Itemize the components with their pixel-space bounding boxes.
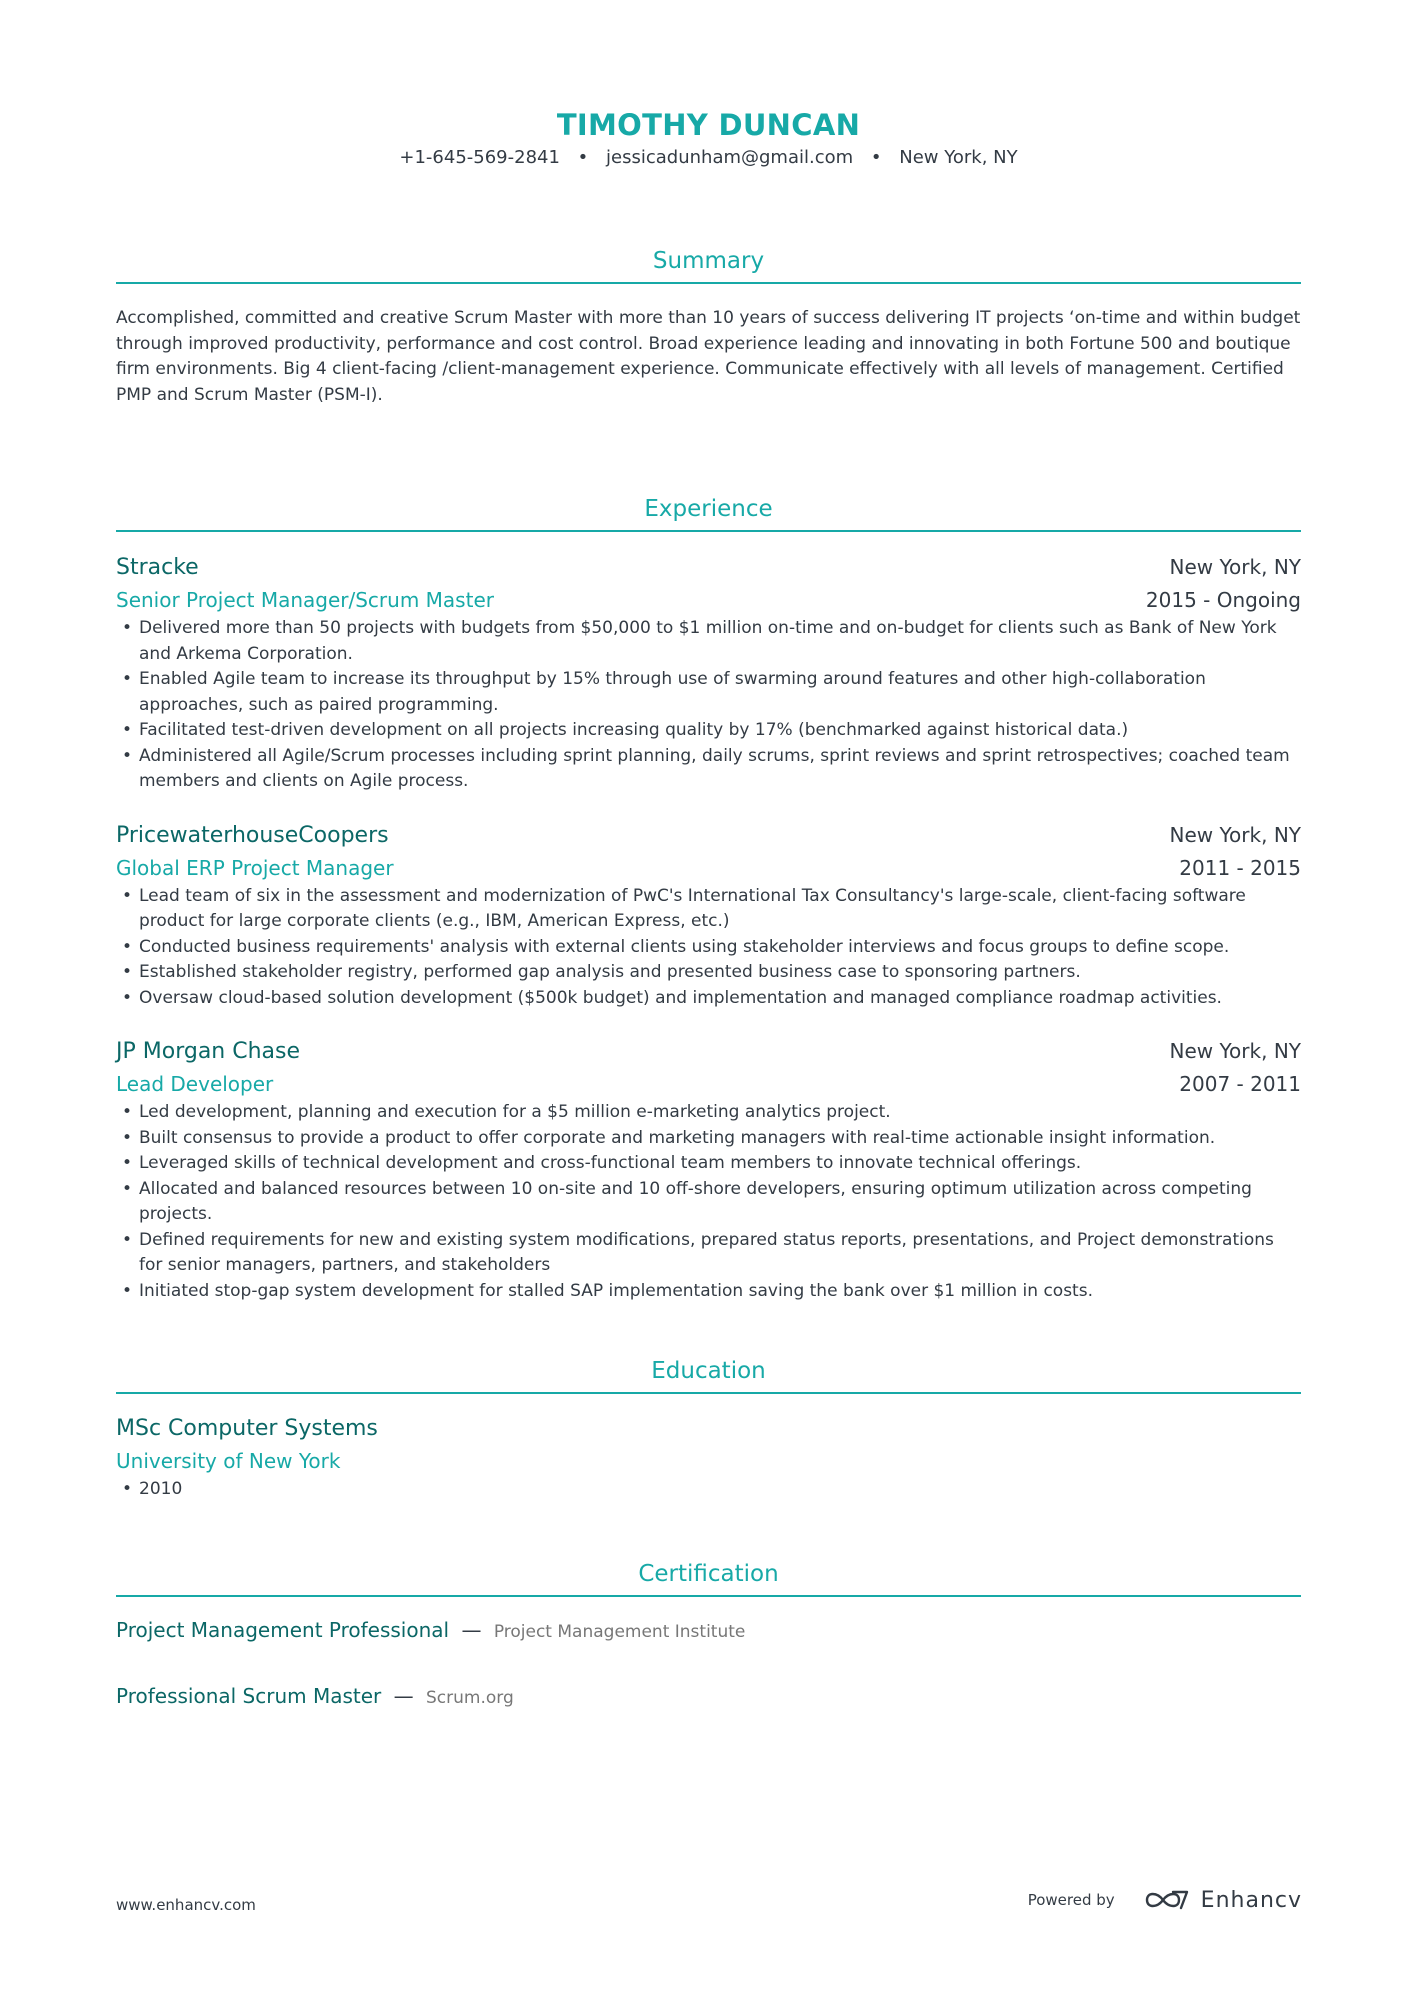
job-dates: 2007 - 2011: [1179, 1072, 1301, 1096]
footer-website[interactable]: www.enhancv.com: [116, 1896, 256, 1914]
location: New York, NY: [899, 147, 1018, 168]
certification-issuer: Project Management Institute: [493, 1621, 746, 1642]
degree-name: MSc Computer Systems: [116, 1416, 378, 1441]
summary-text: Accomplished, committed and creative Scrum Master with more than 10 years of success delivering IT projects ‘on-time and within budget through improved productivity, performance and cost control. Broad experience leading and innovating in both Fortune 500 and boutique firm environments. Big 4 client-facing /client-management experience. Communicate effectively with all levels of management. Certified PMP and Scrum Master (PSM-I).: [116, 308, 1301, 405]
job-title: Lead Developer: [116, 1072, 274, 1096]
bullet-item: • Lead team of six in the assessment and modernization of PwC's International Tax Consultancy's large-scale, client-facing software product for large corporate clients (e.g., IBM, American Express, etc.): [116, 884, 1301, 935]
job-location: New York, NY: [1169, 555, 1301, 579]
bullet-item: • Built consensus to provide a product to offer corporate and marketing managers with real-time actionable insight information.: [116, 1126, 1301, 1152]
graduation-year: • 2010: [116, 1477, 1301, 1503]
resume-page: [116, 0, 1301, 1714]
enhancv-logo-icon: [1143, 1886, 1191, 1914]
company-name: PricewaterhouseCoopers: [116, 822, 389, 848]
company-name: Stracke: [116, 555, 199, 580]
bullet-item: • Initiated stop-gap system development for stalled SAP implementation saving the bank over $1 million in costs.: [116, 1279, 1301, 1305]
candidate-name: TIMOTHY DUNCAN: [556, 108, 861, 142]
job-title: Senior Project Manager/Scrum Master: [116, 588, 494, 612]
resume-header: [116, 0, 1301, 170]
job-location: New York, NY: [1169, 1039, 1301, 1063]
email: jessicadunham@gmail.com: [606, 147, 854, 168]
certification-dash: —: [393, 1683, 414, 1708]
bullet-item: • Allocated and balanced resources between 10 on-site and 10 off-shore developers, ensuring optimum utilization across competing projects.: [116, 1177, 1301, 1228]
separator-dot: •: [577, 147, 589, 168]
separator-dot: •: [870, 147, 882, 168]
contact-line: [116, 146, 1301, 170]
section-divider: [116, 282, 1301, 284]
section-divider: [116, 530, 1301, 532]
section-title-certification: Certification: [638, 1560, 779, 1587]
school-name: University of New York: [116, 1449, 341, 1473]
job-location: New York, NY: [1169, 822, 1301, 847]
section-divider: [116, 1392, 1301, 1394]
certification-name: Project Management Professional: [116, 1617, 450, 1642]
bullet-item: • Facilitated test-driven development on all projects increasing quality by 17% (benchmarked against historical data.): [116, 718, 1301, 744]
certification-section: [116, 1559, 1301, 1714]
job-bullets: [116, 1100, 1301, 1304]
bullet-item: • Delivered more than 50 projects with budgets from $50,000 to $1 million on-time and on-budget for clients such as Bank of New York and Arkema Corporation.: [116, 616, 1301, 667]
bullet-item: • Enabled Agile team to increase its throughput by 15% through use of swarming around features and other high-collaboration approaches, such as paired programming.: [116, 667, 1301, 718]
job-dates: 2015 - Ongoing: [1145, 588, 1301, 612]
education-section: [116, 1356, 1301, 1503]
section-title-education: Education: [651, 1358, 766, 1384]
section-title-summary: Summary: [652, 248, 765, 274]
education-entry: [116, 1413, 1301, 1503]
job-title: Global ERP Project Manager: [116, 855, 394, 880]
certification-item: [116, 1680, 1301, 1714]
education-bullets: [116, 1477, 1301, 1503]
section-title-experience: Experience: [644, 496, 773, 522]
enhancv-wordmark: Enhancv: [1200, 1887, 1302, 1913]
certification-dash: —: [461, 1617, 482, 1642]
job-entry: [116, 819, 1301, 1012]
job-entry: [116, 551, 1301, 795]
footer-branding: [1028, 1886, 1302, 1914]
summary-section: [116, 246, 1301, 408]
section-divider: [116, 1595, 1301, 1597]
experience-section: [116, 494, 1301, 1304]
certification-issuer: Scrum.org: [426, 1687, 514, 1708]
bullet-item: • Defined requirements for new and existing system modifications, prepared status reports, presentations, and Project demonstrations for senior managers, partners, and stakeholders: [116, 1228, 1301, 1279]
job-bullets: [116, 616, 1301, 795]
bullet-item: • Led development, planning and execution for a $5 million e-marketing analytics project.: [116, 1100, 1301, 1126]
bullet-item: • Administered all Agile/Scrum processes including sprint planning, daily scrums, sprint reviews and sprint retrospectives; coached team members and clients on Agile process.: [116, 744, 1301, 795]
company-name: JP Morgan Chase: [116, 1039, 301, 1064]
powered-by-label: Powered by: [1027, 1891, 1115, 1909]
bullet-item: • Oversaw cloud-based solution development ($500k budget) and implementation and managed compliance roadmap activities.: [116, 986, 1301, 1012]
bullet-item: • Conducted business requirements' analysis with external clients using stakeholder interviews and focus groups to define scope.: [116, 935, 1301, 961]
job-entry: [116, 1035, 1301, 1304]
bullet-item: • Leveraged skills of technical development and cross-functional team members to innovate technical offerings.: [116, 1151, 1301, 1177]
bullet-item: • Established stakeholder registry, performed gap analysis and presented business case to sponsoring partners.: [116, 960, 1301, 986]
certification-name: Professional Scrum Master: [116, 1683, 382, 1708]
phone: +1-645-569-2841: [399, 147, 560, 168]
job-dates: 2011 - 2015: [1179, 855, 1301, 880]
certification-item: [116, 1614, 1301, 1648]
job-bullets: [116, 884, 1301, 1012]
